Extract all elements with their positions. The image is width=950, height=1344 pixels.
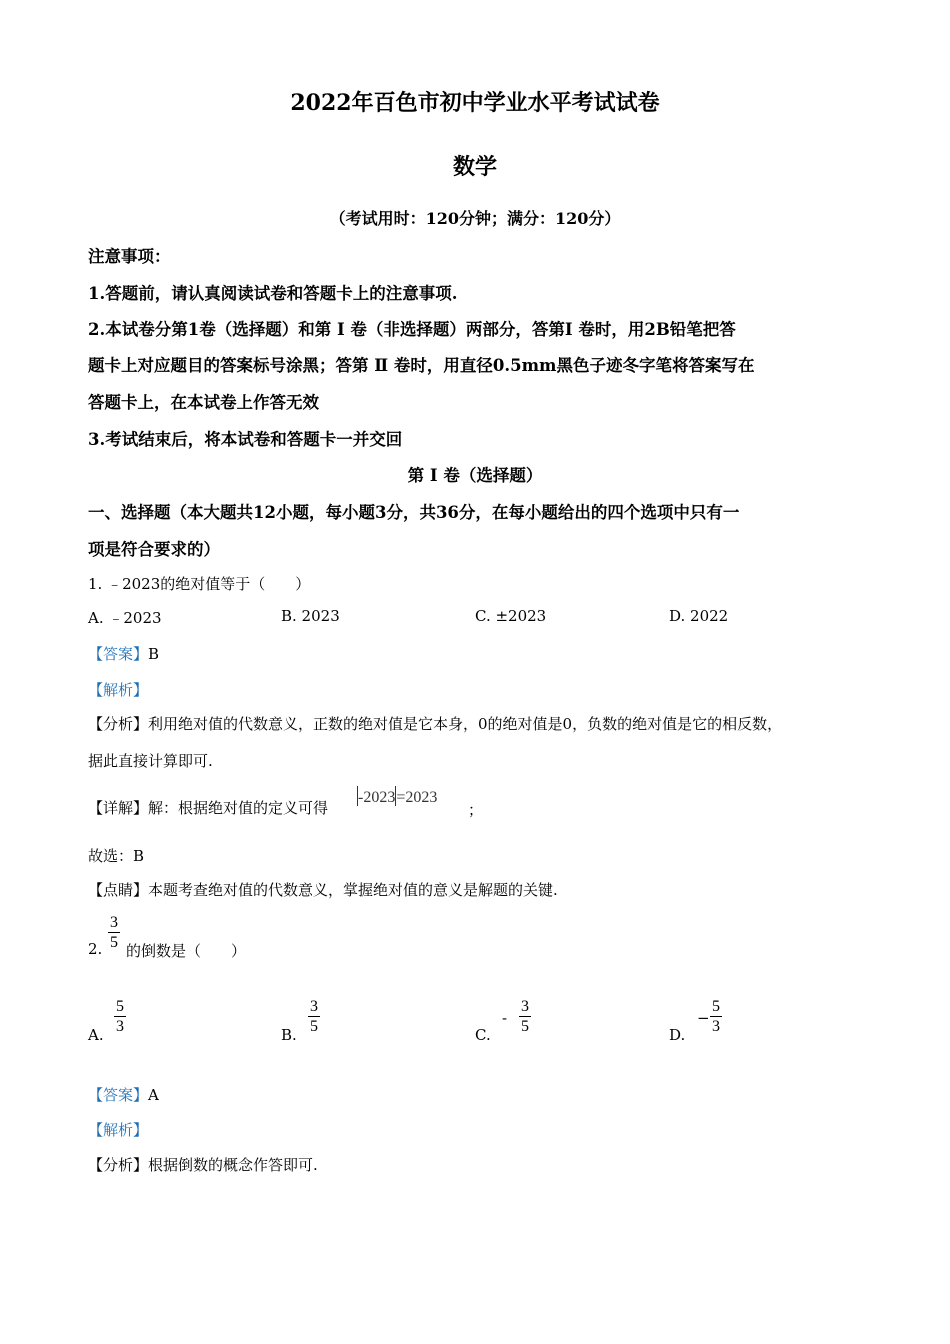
comment-tag: 【点睛】: [88, 881, 149, 899]
q2-fenxi: [88, 1154, 318, 1175]
fenxi-tag: 【分析】: [88, 1156, 149, 1174]
q1-answer: [88, 643, 159, 664]
q2-number: 2.: [88, 940, 103, 958]
fraction-denominator: 5: [521, 1018, 529, 1035]
q1-option-c: C. ±2023: [475, 607, 547, 625]
fraction-numerator: 5: [712, 998, 720, 1015]
answer-value: A: [148, 1086, 159, 1104]
notice-heading: 注意事项：: [88, 247, 171, 266]
q2-option-d-sign: −: [697, 1009, 710, 1027]
q2-option-b-fraction: [308, 997, 320, 1036]
comment-text: 本题考查绝对值的代数意义，掌握绝对值的意义是解题的关键.: [148, 881, 558, 899]
fraction-denominator: 3: [712, 1018, 720, 1035]
answer-tag: 【答案】: [88, 1086, 149, 1104]
q1-fenxi-line-2: 据此直接计算即可.: [88, 752, 213, 770]
q2-option-a-fraction: [114, 997, 126, 1036]
part-heading-line-1: 一、选择题（本大题共12小题，每小题3分，共36分，在每小题给出的四个选项中只有一: [88, 503, 740, 522]
q2-option-b-label: B.: [281, 1026, 297, 1044]
fenxi-text: 根据倒数的概念作答即可.: [148, 1156, 318, 1174]
abs-rhs: =2023: [396, 789, 438, 806]
subject-title: 数学: [452, 154, 497, 180]
q1-option-a: A. ﹣2023: [88, 609, 162, 627]
fraction-denominator: 5: [310, 1018, 318, 1035]
q2-option-d-label: D.: [669, 1026, 686, 1044]
q2-option-c-fraction: [519, 997, 531, 1036]
q1-analysis-tag: 【解析】: [88, 681, 149, 699]
q2-stem-fraction: [108, 913, 120, 952]
answer-tag: 【答案】: [88, 645, 149, 663]
fraction-numerator: 5: [116, 998, 124, 1015]
fenxi-text: 利用绝对值的代数意义，正数的绝对值是它本身，0的绝对值是0，负数的绝对值是它的相反数，: [148, 715, 783, 733]
notice-item-3: 3.考试结束后，将本试卷和答题卡一并交回: [88, 430, 403, 449]
fraction-denominator: 3: [116, 1018, 124, 1035]
answer-value: B: [148, 645, 160, 663]
q1-comment: [88, 879, 558, 900]
q1-conclusion: 故选：B: [88, 847, 145, 865]
volume-title: 第 Ⅰ 卷（选择题）: [407, 466, 543, 485]
q1-option-b: B. 2023: [281, 607, 340, 625]
q2-answer: [88, 1084, 159, 1105]
q2-option-c-label: C.: [475, 1026, 491, 1044]
fraction-numerator: 3: [310, 998, 318, 1015]
part-heading-line-2: 项是符合要求的）: [88, 540, 220, 559]
fenxi-tag: 【分析】: [88, 715, 149, 733]
q2-option-d-fraction: [710, 997, 722, 1036]
abs-inner: -2023: [358, 789, 396, 806]
q2-option-c-sign: -: [502, 1009, 508, 1027]
notice-item-1: 1.答题前，请认真阅读试卷和答题卡上的注意事项.: [88, 284, 458, 303]
fraction-numerator: 3: [110, 914, 118, 931]
q2-option-a-label: A.: [88, 1026, 104, 1044]
fraction-numerator: 3: [521, 998, 529, 1015]
detail-text: 解：根据绝对值的定义可得: [148, 799, 329, 817]
q1-option-d: D. 2022: [669, 607, 729, 625]
notice-item-2-line-1: 2.本试卷分第1卷（选择题）和第 Ⅰ 卷（非选择题）两部分，答第Ⅰ 卷时，用2B铅笔把答: [88, 320, 736, 339]
q1-stem: 1. ﹣2023的绝对值等于（ ）: [88, 575, 311, 593]
exam-info: （考试用时：120分钟；满分：120分）: [329, 209, 621, 228]
notice-item-2-line-3: 答题卡上，在本试卷上作答无效: [88, 393, 319, 412]
fraction-denominator: 5: [110, 934, 118, 951]
detail-end-punct: ；: [468, 801, 484, 819]
q2-analysis-tag: 【解析】: [88, 1121, 149, 1139]
q1-detail: [88, 797, 328, 818]
exam-title: 2022年百色市初中学业水平考试试卷: [290, 90, 660, 116]
q1-fenxi-line-1: [88, 713, 782, 734]
detail-tag: 【详解】: [88, 799, 149, 817]
q2-stem-text: 的倒数是（ ）: [126, 942, 247, 960]
abs-value-expression: [357, 786, 437, 807]
notice-item-2-line-2: 题卡上对应题目的答案标号涂黑；答第 Ⅱ 卷时，用直径0.5mm黑色子迹冬字笔将答案写在: [88, 356, 755, 375]
